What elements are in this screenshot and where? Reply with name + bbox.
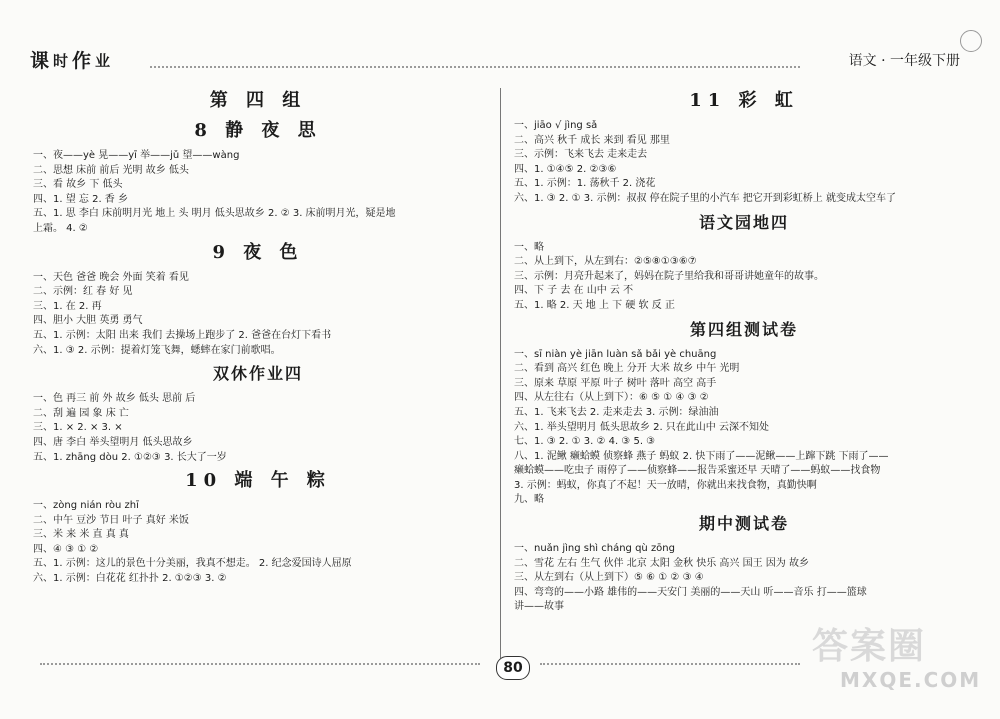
answer-line: 二、示例：红 春 好 见 <box>33 286 133 298</box>
answer-line: 三、米 来 米 直 真 真 <box>33 529 129 541</box>
answer-line: 六、1. 举头望明月 低头思故乡 2. 只在此山中 云深不知处 <box>514 421 769 433</box>
section-midterm-test <box>514 512 974 615</box>
answer-line: 五、1. 示例：这儿的景色十分美丽，我真不想走。 2. 纪念爱国诗人屈原 <box>33 558 352 570</box>
section-garden-4 <box>514 211 974 314</box>
answer-line: 五、1. zhāng dòu 2. ①②③ 3. 长大了一岁 <box>33 451 227 463</box>
answer-line: 五、1. 示例：1. 荡秋千 2. 浇花 <box>514 178 656 190</box>
section-title: 语文园地四 <box>698 212 789 232</box>
answer-line: 四、胆小 大胆 英勇 勇气 <box>33 315 143 327</box>
brand-char: 作 <box>72 50 92 72</box>
answer-line: 二、看到 高兴 红色 晚上 分开 大米 故乡 中午 光明 <box>514 363 740 375</box>
section-title: 双休作业四 <box>212 364 303 384</box>
answer-line: 三、1. × 2. × 3. × <box>33 422 123 434</box>
section-group4-test <box>514 318 974 509</box>
page-number: 80 <box>496 656 530 680</box>
answer-line: 一、色 再三 前 外 故乡 低头 思前 后 <box>33 393 196 405</box>
footer-dotted-line-right <box>540 663 800 665</box>
answer-line: 一、夜——yè 晃——yī 举——jǔ 望——wàng <box>33 150 240 161</box>
answer-line: 讲——故事 <box>514 601 564 613</box>
answer-line: 四、从左往右（从上到下）：⑥ ⑤ ① ④ ③ ② <box>514 392 709 404</box>
watermark-url: MXQE.COM <box>840 668 982 692</box>
column-divider <box>500 88 501 658</box>
answer-line: 二、雪花 左右 生气 伙伴 北京 太阳 金秋 快乐 高兴 国王 因为 故乡 <box>514 557 809 569</box>
answer-line: 三、原来 草原 平原 叶子 树叶 落叶 高空 高手 <box>514 377 717 389</box>
answer-line: 一、nuǎn jìng shì cháng qù zōng <box>514 543 675 555</box>
section-title: 10 端 午 粽 <box>185 470 331 492</box>
answer-line: 九、略 <box>514 494 544 506</box>
corner-ornament-icon <box>960 30 982 52</box>
answer-line: 一、zòng nián ròu zhī <box>33 500 139 512</box>
section-weekend-4 <box>33 362 483 465</box>
header-dotted-line <box>150 66 800 68</box>
answer-line: 四、1. ①④⑤ 2. ②③⑥ <box>514 163 617 175</box>
answer-line: 上霜。 4. ② <box>33 222 88 234</box>
answer-line: 一、sī niàn yè jiān luàn sǎ bǎi yè chuāng <box>514 348 717 360</box>
answer-line: 六、1. 示例：白花花 红扑扑 2. ①②③ 3. ② <box>33 573 227 585</box>
answer-line: 癞蛤蟆——吃虫子 雨停了——侦察蜂——报告采蜜还早 天晴了——蚂蚁——找食物 <box>514 465 881 477</box>
answer-line: 五、1. 示例：太阳 出来 我们 去操场上跑步了 2. 爸爸在台灯下看书 <box>33 329 332 341</box>
answer-line: 八、1. 泥鳅 癞蛤蟆 侦察蜂 燕子 蚂蚁 2. 快下雨了——泥鳅——上蹿下跳 下雨了—— <box>514 450 889 462</box>
brand-char: 时 <box>53 52 69 70</box>
answer-line: 二、高兴 秋千 成长 来到 看见 那里 <box>514 134 670 146</box>
group-title: 第 四 组 <box>209 90 307 111</box>
subject-label: 语文 · 一年级下册 <box>848 53 960 69</box>
section-8 <box>33 119 483 237</box>
answer-line: 一、略 <box>514 241 544 253</box>
answer-line: 六、1. ③ 2. ① 3. 示例：叔叔 停在院子里的小汽车 把它开到彩虹桥上 就变成太空车了 <box>514 192 896 204</box>
section-title: 期中测试卷 <box>698 514 789 534</box>
section-9 <box>33 241 483 359</box>
answer-line: 二、中午 豆沙 节日 叶子 真好 米饭 <box>33 514 189 526</box>
answer-line: 一、jiāo √ jìng sǎ <box>514 120 598 131</box>
watermark-logo: 答案圈 <box>812 626 927 667</box>
answer-line: 四、弯弯的——小路 雄伟的——天安门 美丽的——天山 听——音乐 打——篮球 <box>514 586 867 598</box>
brand-logo <box>30 46 110 73</box>
answer-line: 三、示例：飞来飞去 走来走去 <box>514 149 648 161</box>
answer-line: 三、从左到右（从上到下）⑤ ⑥ ① ② ③ ④ <box>514 572 704 584</box>
answer-line: 三、1. 在 2. 再 <box>33 300 102 312</box>
answer-line: 一、天色 爸爸 晚会 外面 笑着 看见 <box>33 271 189 283</box>
answer-line: 五、1. 飞来飞去 2. 走来走去 3. 示例：绿油油 <box>514 406 719 418</box>
answer-line: 六、1. ③ 2. 示例：提着灯笼飞舞，蟋蟀在家门前歌唱。 <box>33 344 281 356</box>
answer-line: 七、1. ③ 2. ① 3. ② 4. ③ 5. ③ <box>514 436 656 448</box>
answer-line: 四、下 子 去 在 山中 云 不 <box>514 285 634 297</box>
section-title: 8 静 夜 思 <box>194 120 322 141</box>
section-title: 11 彩 虹 <box>689 90 799 111</box>
section-title: 第四组测试卷 <box>689 319 798 339</box>
answer-line: 五、1. 思 李白 床前明月光 地上 头 明月 低头思故乡 2. ② 3. 床前明月光，疑是地 <box>33 208 396 220</box>
brand-char: 业 <box>95 52 111 70</box>
right-column <box>514 85 974 615</box>
answer-line: 二、从上到下，从左到右：②⑤⑧①③⑥⑦ <box>514 256 697 268</box>
page-header <box>0 0 1000 78</box>
answer-line: 二、刮 遍 园 象 床 亡 <box>33 407 129 419</box>
answer-line: 四、④ ③ ① ② <box>33 543 99 555</box>
answer-line: 3. 示例：蚂蚁，你真了不起！天一放晴，你就出来找食物，真勤快啊 <box>514 479 817 491</box>
brand-char: 课 <box>30 50 50 72</box>
answer-line: 三、看 故乡 下 低头 <box>33 179 123 191</box>
section-10 <box>33 469 483 587</box>
answer-line: 四、唐 李白 举头望明月 低头思故乡 <box>33 436 193 448</box>
answer-line: 四、1. 望 忘 2. 香 乡 <box>33 193 128 205</box>
answer-line: 二、思想 床前 前后 光明 故乡 低头 <box>33 164 189 176</box>
left-column <box>33 85 483 587</box>
answer-line: 五、1. 略 2. 天 地 上 下 硬 软 反 正 <box>514 299 675 311</box>
section-title: 9 夜 色 <box>212 241 304 263</box>
footer-dotted-line-left <box>40 663 480 665</box>
section-11 <box>514 89 974 207</box>
answer-line: 三、示例：月亮升起来了，妈妈在院子里给我和哥哥讲她童年的故事。 <box>514 270 824 282</box>
